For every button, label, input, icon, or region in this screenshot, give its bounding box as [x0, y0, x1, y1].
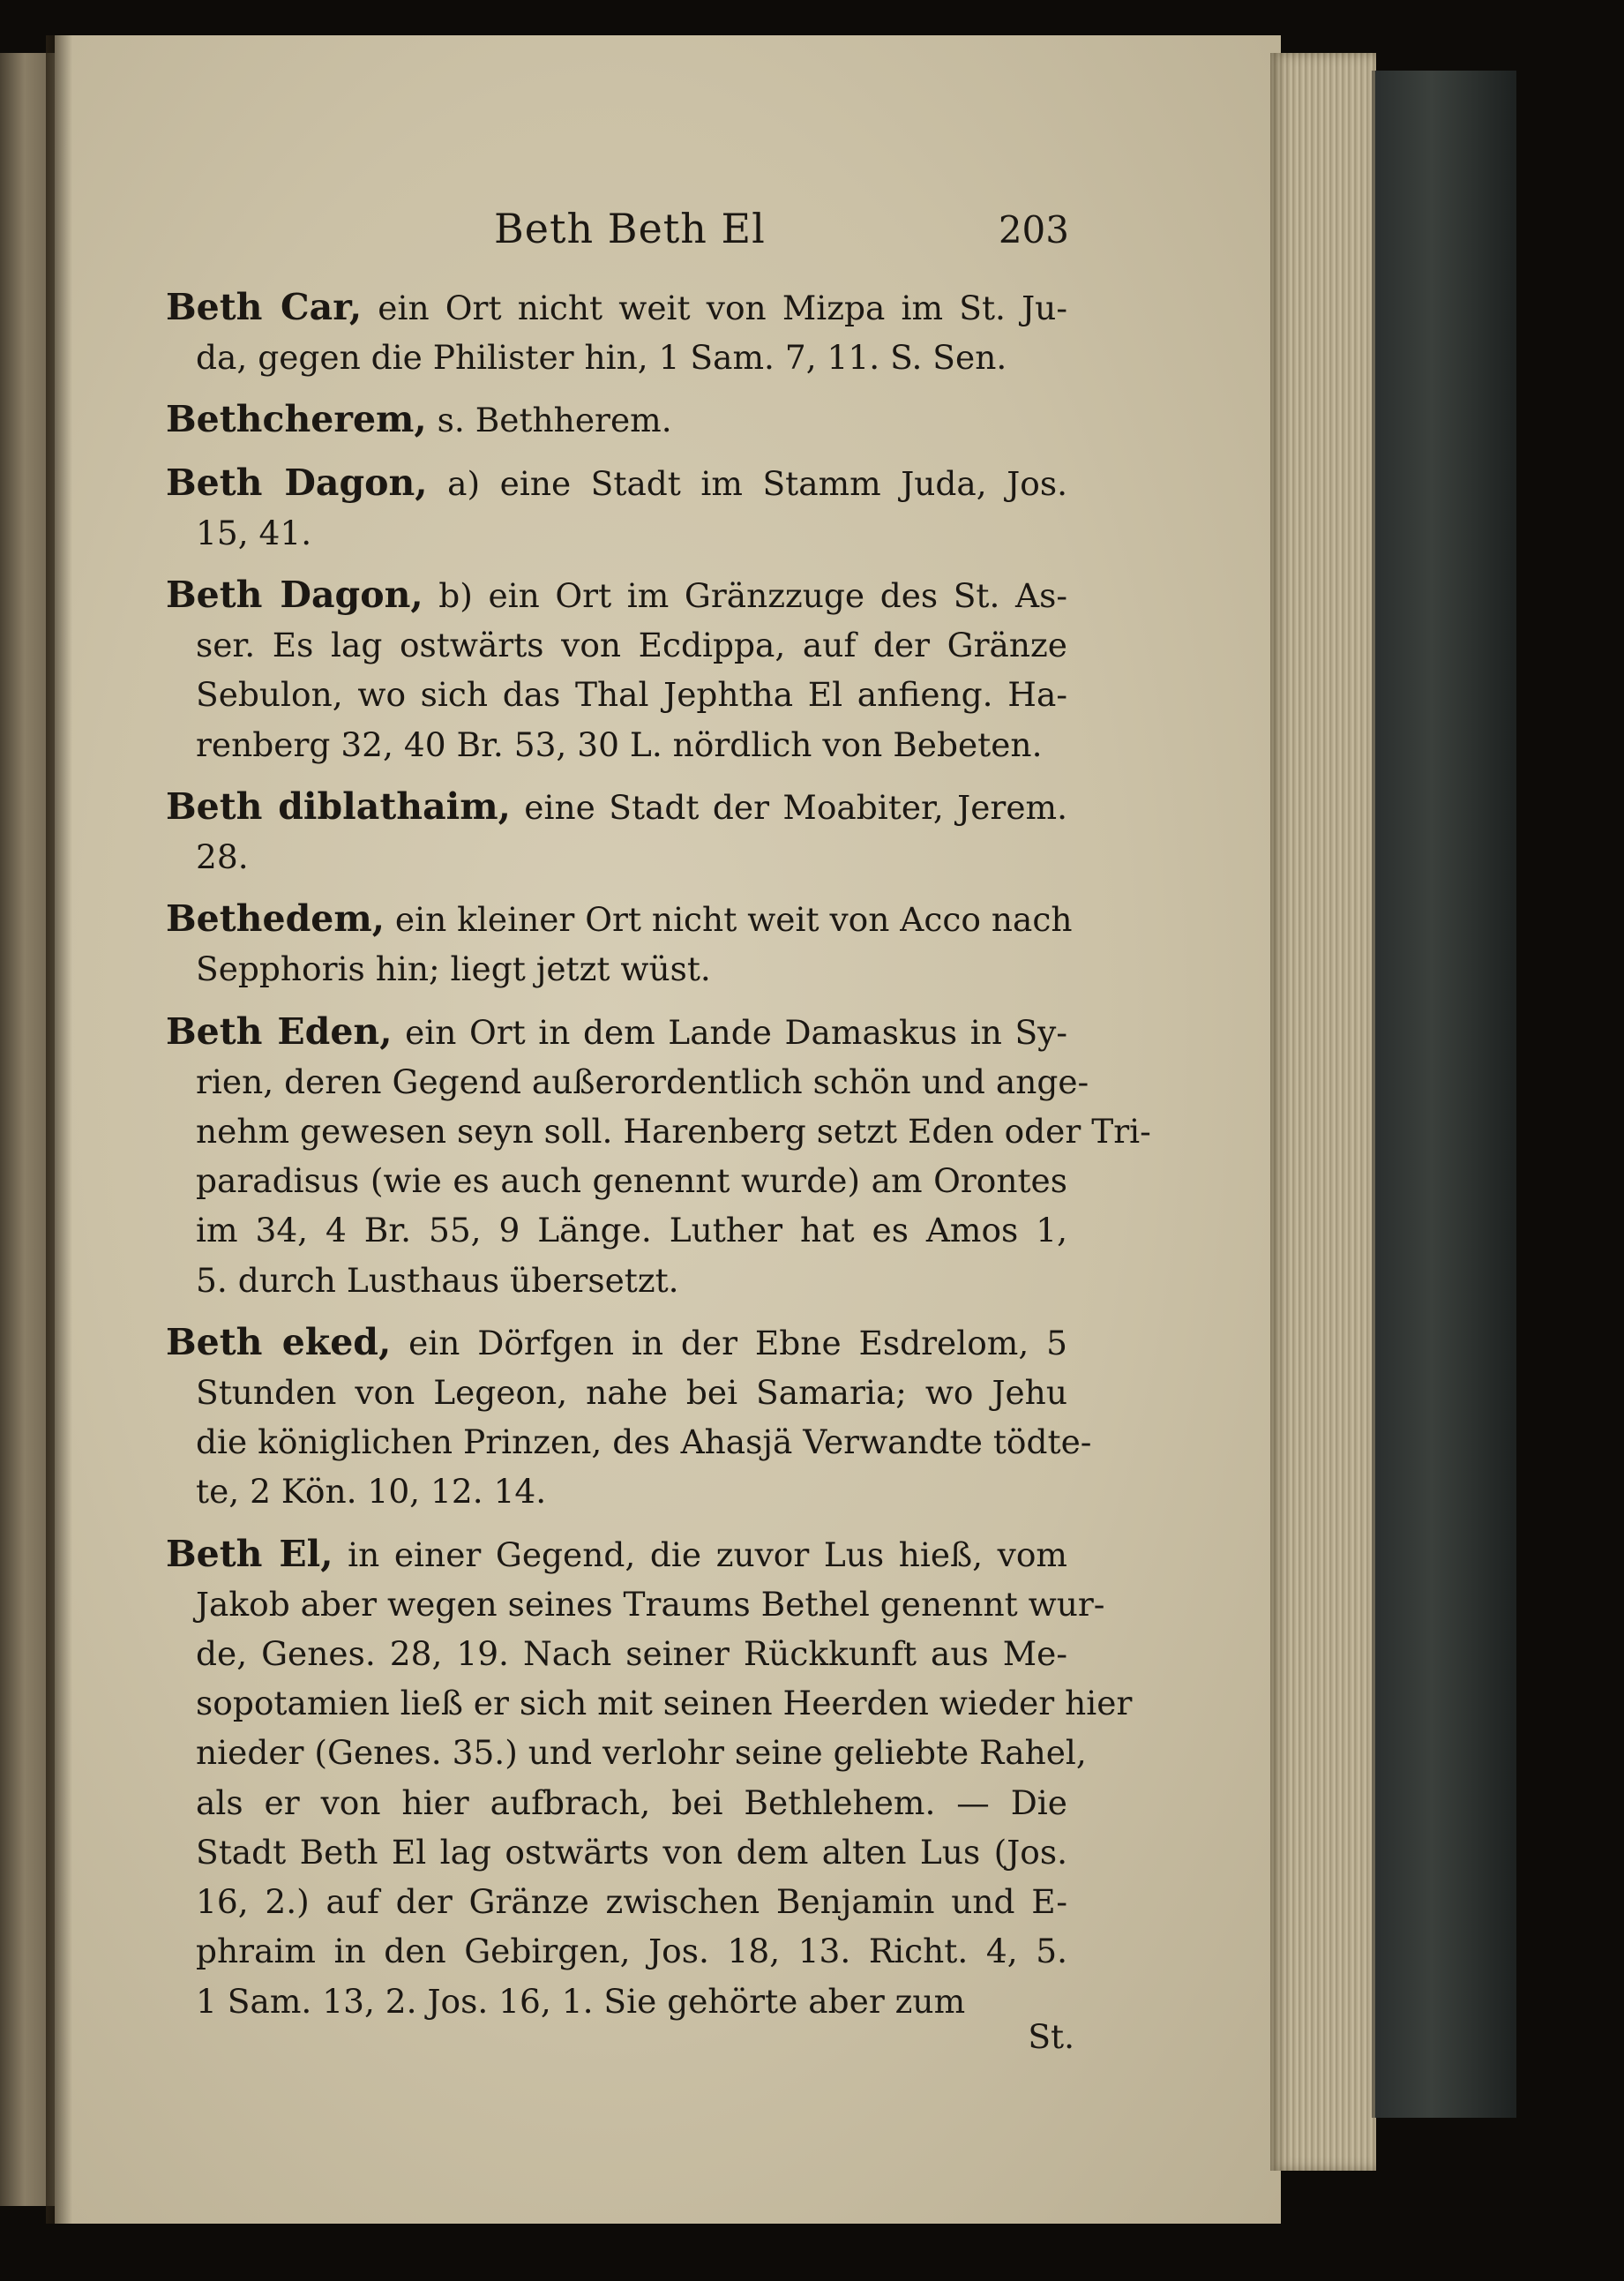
entry-text: Sebulon, wo sich das Thal Jephtha El anfieng. Ha-: [196, 675, 1067, 715]
text-line: [166, 1778, 1067, 1827]
entry-text: te, 2 Kön. 10, 12. 14.: [196, 1472, 547, 1512]
entry-text: s. Bethherem.: [426, 401, 672, 440]
text-line: [166, 1629, 1067, 1678]
entry-headword: Beth Eden,: [166, 1009, 393, 1053]
entry-text: de, Genes. 28, 19. Nach seiner Rückkunft aus Me-: [196, 1634, 1067, 1674]
entry-headword: Beth Car,: [166, 286, 363, 328]
entry-text: 28.: [196, 837, 249, 877]
entry-text: ser. Es lag ostwärts von Ecdippa, auf der Gränze: [196, 626, 1067, 665]
entry-text: sopotamien ließ er sich mit seinen Heerden wieder hier: [196, 1684, 1133, 1723]
entry-text: Stadt Beth El lag ostwärts von dem alten Lus (Jos.: [196, 1832, 1067, 1872]
entry-text: phraim in den Gebirgen, Jos. 18, 13. Richt. 4, 5.: [196, 1932, 1067, 1971]
text-line: [166, 1368, 1067, 1417]
entry-text: die königlichen Prinzen, des Ahasjä Verwandte tödte-: [196, 1422, 1092, 1462]
text-line: [166, 1256, 1067, 1305]
text-line: [166, 458, 1067, 508]
text-line: [166, 1678, 1133, 1728]
text-line: [166, 1977, 1067, 2026]
dictionary-entry: [166, 282, 1067, 382]
text-line: [166, 620, 1067, 670]
entry-text: 1 Sam. 13, 2. Jos. 16, 1. Sie gehörte aber zum: [196, 1981, 966, 2021]
page-block-edge: [1270, 53, 1376, 2171]
dictionary-entry: [166, 458, 1067, 558]
text-line: [166, 282, 1067, 333]
text-line: [166, 1728, 1087, 1777]
text-line: [166, 894, 1073, 944]
entry-text: b) ein Ort im Gränzzuge des St. As-: [423, 576, 1068, 616]
dictionary-entry: [166, 394, 1067, 445]
entry-text: im 34, 4 Br. 55, 9 Länge. Luther hat es Amos 1,: [196, 1211, 1067, 1250]
text-line: [166, 1417, 1092, 1467]
dictionary-entry: [166, 1317, 1092, 1517]
text-line: [166, 1057, 1089, 1107]
entry-text: nieder (Genes. 35.) und verlohr seine geliebte Rahel,: [196, 1733, 1087, 1773]
text-line: [166, 1156, 1067, 1205]
entry-text: nehm gewesen seyn soll. Harenberg setzt Eden oder Tri-: [196, 1112, 1151, 1152]
gutter-shadow: [46, 35, 72, 2224]
dictionary-entry: [166, 570, 1067, 769]
entry-headword: Beth eked,: [166, 1320, 392, 1363]
text-line: [166, 1317, 1067, 1368]
entry-text: da, gegen die Philister hin, 1 Sam. 7, 11. S. Sen.: [196, 338, 1007, 378]
dictionary-entry: [166, 782, 1067, 882]
text-line: [166, 1007, 1067, 1057]
text-line: [166, 1529, 1067, 1579]
entry-text: als er von hier aufbrach, bei Bethlehem. — Die: [196, 1782, 1067, 1822]
entry-headword: Bethcherem,: [166, 398, 427, 441]
entry-text: ein Ort nicht weit von Mizpa im St. Ju-: [362, 289, 1067, 327]
text-line: [166, 832, 1067, 882]
entry-text: eine Stadt der Moabiter, Jerem.: [510, 787, 1068, 827]
entry-headword: Beth Dagon,: [166, 461, 428, 504]
entry-text: ein kleiner Ort nicht weit von Acco nach: [384, 900, 1073, 940]
entry-text: ein Ort in dem Lande Damaskus in Sy-: [392, 1012, 1067, 1052]
text-line: [166, 782, 1067, 832]
entry-text: rien, deren Gegend außerordentlich schön und ange-: [196, 1062, 1089, 1101]
catchword: St.: [1028, 2017, 1074, 2056]
entry-headword: Beth diblathaim,: [166, 784, 511, 828]
dictionary-entry: [166, 894, 1073, 994]
text-line: [166, 670, 1067, 719]
entry-text: in einer Gegend, die zuvor Lus hieß, vom: [333, 1534, 1067, 1574]
dictionary-entry: [166, 1529, 1133, 2026]
text-line: [166, 1827, 1067, 1877]
entry-text: a) eine Stadt im Stamm Juda, Jos.: [427, 463, 1067, 503]
text-block: [166, 205, 1151, 2056]
entry-text: Jakob aber wegen seines Traums Bethel genennt wur-: [196, 1584, 1105, 1624]
page-number: 203: [998, 208, 1069, 251]
text-line: [166, 720, 1067, 769]
dictionary-entry: [166, 1007, 1151, 1305]
running-head-title: Beth Beth El: [494, 205, 766, 252]
entry-text: ein Dörfgen in der Ebne Esdrelom, 5: [391, 1323, 1067, 1362]
entry-text: Stunden von Legeon, nahe bei Samaria; wo Jehu: [196, 1373, 1067, 1413]
entry-text: paradisus (wie es auch genennt wurde) am Orontes: [196, 1161, 1067, 1201]
entry-headword: Beth Dagon,: [166, 574, 423, 617]
entry-text: 16, 2.) auf der Gränze zwischen Benjamin und E-: [196, 1882, 1067, 1922]
entry-text: Sepphoris hin; liegt jetzt wüst.: [196, 949, 711, 989]
text-line: [166, 1205, 1067, 1255]
text-line: [166, 570, 1067, 620]
entry-list: [166, 282, 1151, 2026]
text-line: [166, 1926, 1067, 1976]
entry-headword: Beth El,: [166, 1532, 333, 1575]
entry-text: 15, 41.: [196, 513, 312, 552]
entry-text: 5. durch Lusthaus übersetzt.: [196, 1260, 679, 1300]
text-line: [166, 1877, 1067, 1926]
book-cover: [1372, 71, 1516, 2118]
text-line: [166, 333, 1067, 382]
text-line: [166, 1107, 1151, 1156]
text-line: [166, 394, 1067, 445]
text-line: [166, 1467, 1067, 1516]
text-line: [166, 508, 1067, 558]
entry-text: renberg 32, 40 Br. 53, 30 L. nördlich von Bebeten.: [196, 724, 1043, 764]
text-line: [166, 944, 1067, 994]
running-head: [166, 205, 1067, 266]
entry-headword: Bethedem,: [166, 897, 385, 941]
text-line: [166, 1579, 1105, 1629]
